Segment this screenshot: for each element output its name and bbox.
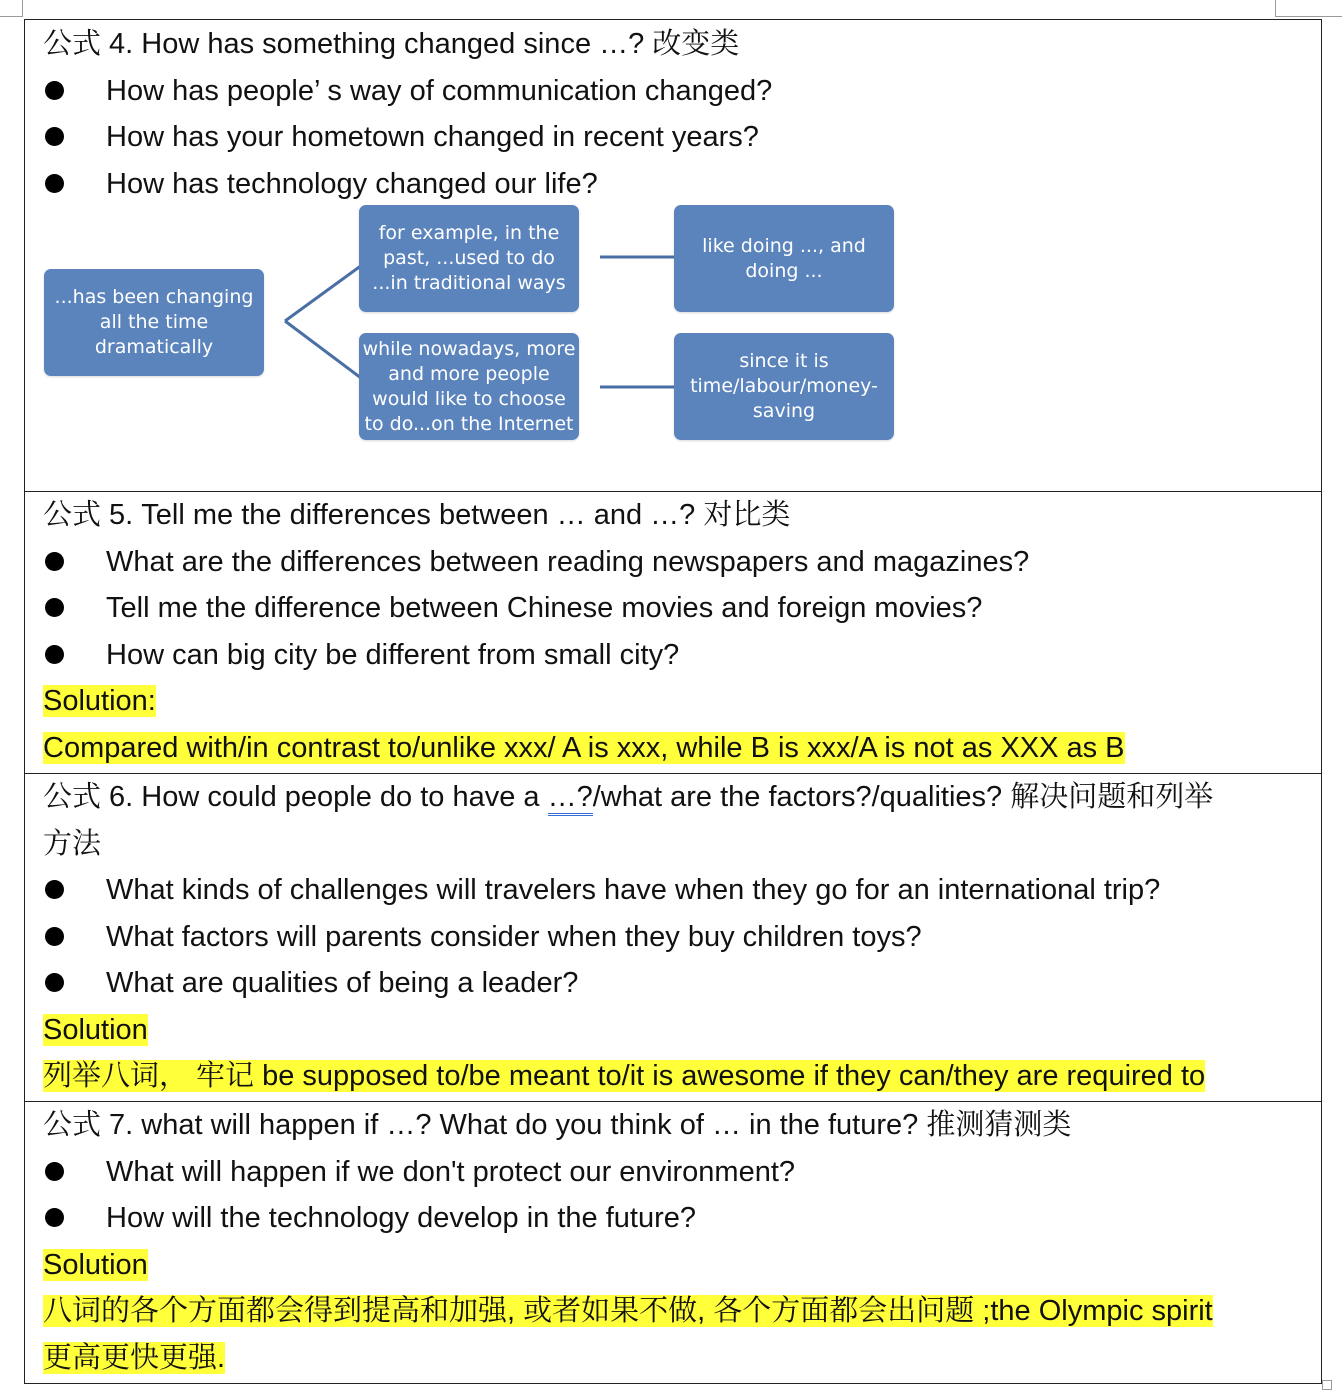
question-text: How has technology changed our life? [106, 167, 598, 200]
bullet-icon [45, 880, 64, 899]
list-item [43, 161, 1311, 208]
question-text: How will the technology develop in the future? [106, 1202, 697, 1234]
formula6-title-wrap: 方法 [43, 827, 102, 860]
diagram-now-box [359, 333, 579, 440]
diagram-past-detail-box [674, 205, 894, 312]
table-resize-handle[interactable] [1322, 1380, 1332, 1390]
formula-table [24, 19, 1322, 1384]
spellcheck-marked-text: …? [548, 781, 593, 816]
diagram-past-text: for example, in the past, ...used to do ...in traditional ways [372, 222, 566, 294]
diagram-root-text: ...has been changing all the time dramatically [54, 286, 254, 358]
page-corner-mark [1275, 0, 1342, 17]
question-text: What will happen if we don't protect our environment? [106, 1155, 796, 1188]
bullet-icon [45, 927, 64, 946]
solution-label-line [43, 1007, 1311, 1054]
diagram-now-detail-text: since it is time/labour/money-saving [690, 350, 878, 422]
question-text: What kinds of challenges will travelers have when they go for an international trip? [106, 874, 1161, 906]
formula5-cell [25, 491, 1321, 773]
list-item [43, 539, 1311, 586]
diagram-root-box [44, 269, 264, 376]
solution-label-line [43, 1242, 1311, 1289]
list-item [43, 1149, 1311, 1196]
diagram-past-detail-text: like doing ..., and doing ... [702, 234, 866, 282]
formula6-title [43, 774, 1311, 821]
list-item [43, 914, 1311, 961]
question-text: What factors will parents consider when they buy children toys? [106, 920, 922, 953]
list-item [43, 114, 1311, 161]
formula5-title: 公式 5. Tell me the differences between … and …? 对比类 [43, 499, 791, 531]
bullet-icon [45, 1208, 64, 1227]
page-corner-mark [0, 0, 23, 17]
list-item [43, 585, 1311, 632]
solution-text-line [43, 1288, 1311, 1335]
question-text: What are the differences between reading newspapers and magazines? [106, 545, 1030, 578]
question-text: How can big city be different from small city? [106, 638, 680, 671]
solution-text-line [43, 1335, 1311, 1382]
mind-map-diagram [43, 207, 1311, 485]
bullet-icon [45, 81, 64, 100]
bullet-icon [45, 174, 64, 193]
bullet-icon [45, 598, 64, 617]
list-item [43, 867, 1311, 914]
bullet-icon [45, 973, 64, 992]
diagram-now-detail-box [674, 333, 894, 440]
list-item [43, 960, 1311, 1007]
solution-label: Solution [43, 1013, 148, 1046]
bullet-icon [45, 645, 64, 664]
title-part: /what are the factors?/qualities? 解决问题和列举 [592, 781, 1214, 813]
title-part: 公式 6. How could people do to have a [43, 781, 548, 813]
formula4-title: 公式 4. How has something changed since …? 改变类 [43, 28, 740, 60]
bullet-icon [45, 1162, 64, 1181]
question-text: How has people’ s way of communication changed? [106, 74, 773, 107]
diagram-now-text: while nowadays, more and more people would like to choose to do...on the Internet [362, 337, 576, 435]
solution-text: 更高更快更强. [43, 1341, 226, 1374]
list-item [43, 1195, 1311, 1242]
solution-label: Solution [43, 1248, 148, 1281]
formula6-cell [25, 773, 1321, 1101]
solution-text: 列举八词， 牢记 be supposed to/be meant to/it is awesome if they can/they are required to [43, 1060, 1206, 1092]
diagram-past-box [359, 205, 579, 312]
list-item [43, 632, 1311, 679]
solution-text-line [43, 725, 1311, 772]
question-text: Tell me the difference between Chinese movies and foreign movies? [106, 592, 983, 624]
solution-label-line [43, 678, 1311, 725]
formula7-title: 公式 7. what will happen if …? What do you think of … in the future? 推测猜测类 [43, 1109, 1072, 1141]
solution-text: 八词的各个方面都会得到提高和加强, 或者如果不做, 各个方面都会出问题 ;the Olympic spirit [43, 1295, 1213, 1327]
formula4-cell [25, 21, 1321, 491]
solution-label: Solution: [43, 685, 156, 717]
list-item [43, 68, 1311, 115]
question-text: How has your hometown changed in recent years? [106, 121, 759, 153]
solution-text-line [43, 1053, 1311, 1100]
bullet-icon [45, 552, 64, 571]
bullet-icon [45, 127, 64, 146]
solution-text: Compared with/in contrast to/unlike xxx/ A is xxx, while B is xxx/A is not as XXX as B [43, 731, 1125, 764]
formula7-cell [25, 1101, 1321, 1383]
question-text: What are qualities of being a leader? [106, 967, 579, 999]
